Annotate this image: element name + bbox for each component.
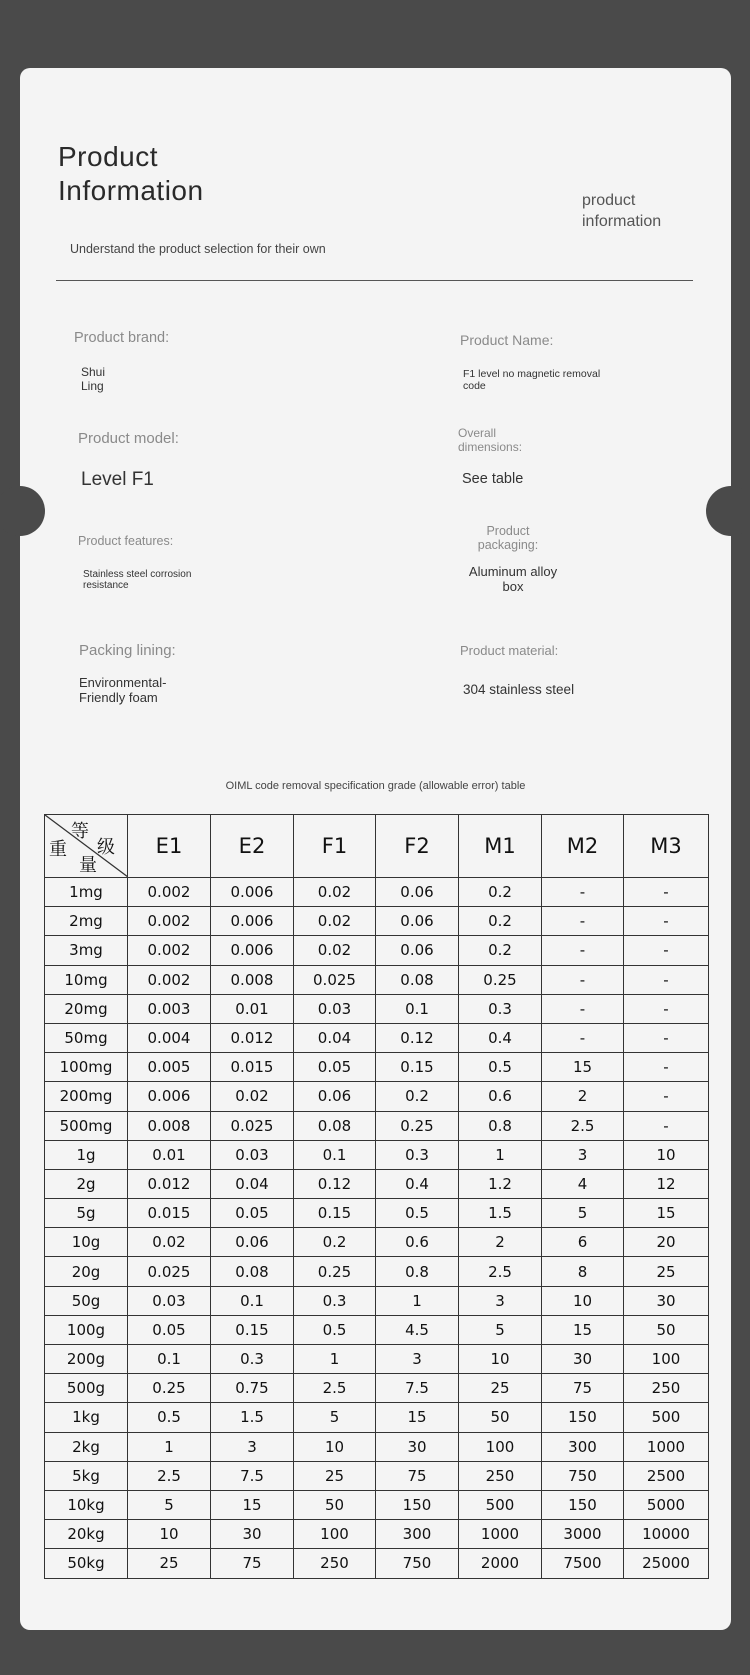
tolerance-cell: 0.02 xyxy=(294,878,376,907)
tolerance-cell: - xyxy=(624,907,709,936)
tolerance-cell: 5 xyxy=(542,1199,624,1228)
page-subtitle: Understand the product selection for their own xyxy=(70,242,326,256)
grade-char-1: 等 xyxy=(71,821,89,842)
tolerance-cell: 0.1 xyxy=(376,994,459,1023)
weight-cell: 5kg xyxy=(45,1461,128,1490)
tolerance-cell: 1.5 xyxy=(211,1403,294,1432)
tolerance-cell: 0.2 xyxy=(459,907,542,936)
tolerance-cell: 0.01 xyxy=(128,1140,211,1169)
tolerance-cell: 0.08 xyxy=(376,965,459,994)
features-value: Stainless steel corrosion resistance xyxy=(83,569,192,591)
tolerance-cell: 2.5 xyxy=(294,1374,376,1403)
tolerance-cell: 12 xyxy=(624,1169,709,1198)
tolerance-cell: 3 xyxy=(542,1140,624,1169)
tolerance-cell: 0.4 xyxy=(376,1169,459,1198)
tolerance-cell: 0.2 xyxy=(294,1228,376,1257)
tolerance-cell: 3 xyxy=(376,1345,459,1374)
tolerance-cell: 500 xyxy=(624,1403,709,1432)
table-caption: OIML code removal specification grade (allowable error) table xyxy=(225,780,526,792)
tolerance-cell: 0.012 xyxy=(128,1169,211,1198)
model-value: Level F1 xyxy=(81,469,154,490)
tolerance-cell: 5 xyxy=(128,1490,211,1519)
tolerance-cell: 10 xyxy=(294,1432,376,1461)
tolerance-cell: 3 xyxy=(459,1286,542,1315)
tolerance-cell: 0.6 xyxy=(459,1082,542,1111)
tolerance-cell: 0.8 xyxy=(459,1111,542,1140)
packaging-value: Aluminum alloy box xyxy=(468,564,558,594)
table-row xyxy=(45,1082,709,1111)
tolerance-cell: 1 xyxy=(294,1345,376,1374)
column-header: E1 xyxy=(128,815,211,878)
table-row xyxy=(45,1111,709,1140)
tolerance-cell: - xyxy=(624,1053,709,1082)
tolerance-cell: 0.06 xyxy=(376,878,459,907)
table-row xyxy=(45,1549,709,1578)
tolerance-cell: - xyxy=(624,936,709,965)
tolerance-cell: 0.05 xyxy=(294,1053,376,1082)
tolerance-cell: 0.8 xyxy=(376,1257,459,1286)
tolerance-cell: 0.002 xyxy=(128,878,211,907)
tolerance-cell: 15 xyxy=(211,1490,294,1519)
tolerance-cell: 0.1 xyxy=(211,1286,294,1315)
tolerance-cell: 0.02 xyxy=(128,1228,211,1257)
tolerance-cell: 2.5 xyxy=(128,1461,211,1490)
table-row xyxy=(45,1520,709,1549)
tolerance-cell: 25000 xyxy=(624,1549,709,1578)
table-row xyxy=(45,907,709,936)
tolerance-cell: 25 xyxy=(459,1374,542,1403)
tolerance-cell: 0.02 xyxy=(294,936,376,965)
weight-cell: 200g xyxy=(45,1345,128,1374)
tolerance-cell: 25 xyxy=(294,1461,376,1490)
tolerance-cell: - xyxy=(624,994,709,1023)
tolerance-cell: 0.06 xyxy=(211,1228,294,1257)
table-header-row xyxy=(45,815,709,878)
card-notch-left xyxy=(0,486,45,536)
table-row xyxy=(45,1169,709,1198)
tolerance-cell: 10 xyxy=(542,1286,624,1315)
name-value: F1 level no magnetic removal code xyxy=(463,368,601,392)
tolerance-cell: 30 xyxy=(624,1286,709,1315)
tolerance-cell: 5 xyxy=(459,1315,542,1344)
tolerance-cell: 6 xyxy=(542,1228,624,1257)
weight-char-1: 重 xyxy=(49,839,67,860)
tolerance-cell: 0.01 xyxy=(211,994,294,1023)
tolerance-cell: 0.025 xyxy=(211,1111,294,1140)
tolerance-cell: 10 xyxy=(459,1345,542,1374)
tolerance-cell: 0.002 xyxy=(128,965,211,994)
tolerance-cell: 0.005 xyxy=(128,1053,211,1082)
table-row xyxy=(45,1228,709,1257)
tolerance-cell: 0.003 xyxy=(128,994,211,1023)
tolerance-cell: 8 xyxy=(542,1257,624,1286)
side-title: product information xyxy=(582,192,662,230)
header-divider xyxy=(56,280,693,281)
tolerance-cell: 0.02 xyxy=(294,907,376,936)
tolerance-cell: 2 xyxy=(542,1082,624,1111)
table-row xyxy=(45,1374,709,1403)
tolerance-cell: 750 xyxy=(376,1549,459,1578)
tolerance-cell: 10 xyxy=(128,1520,211,1549)
grade-char-2: 级 xyxy=(97,837,115,858)
tolerance-cell: 1 xyxy=(459,1140,542,1169)
tolerance-cell: 150 xyxy=(542,1403,624,1432)
tolerance-cell: 7500 xyxy=(542,1549,624,1578)
tolerance-cell: 0.04 xyxy=(294,1023,376,1052)
weight-cell: 200mg xyxy=(45,1082,128,1111)
tolerance-cell: 25 xyxy=(128,1549,211,1578)
tolerance-cell: 0.75 xyxy=(211,1374,294,1403)
table-row xyxy=(45,1053,709,1082)
table-row xyxy=(45,1199,709,1228)
tolerance-cell: 0.5 xyxy=(459,1053,542,1082)
tolerance-cell: - xyxy=(542,878,624,907)
tolerance-cell: 0.12 xyxy=(376,1023,459,1052)
tolerance-cell: 2.5 xyxy=(542,1111,624,1140)
tolerance-cell: - xyxy=(542,994,624,1023)
table-row xyxy=(45,1315,709,1344)
table-row xyxy=(45,1140,709,1169)
tolerance-cell: 0.008 xyxy=(128,1111,211,1140)
table-row xyxy=(45,1403,709,1432)
tolerance-cell: 0.2 xyxy=(376,1082,459,1111)
tolerance-cell: 0.3 xyxy=(211,1345,294,1374)
tolerance-cell: 4.5 xyxy=(376,1315,459,1344)
tolerance-cell: - xyxy=(542,1023,624,1052)
features-label: Product features: xyxy=(78,534,174,548)
table-row xyxy=(45,1257,709,1286)
tolerance-cell: 2 xyxy=(459,1228,542,1257)
tolerance-cell: 25 xyxy=(624,1257,709,1286)
tolerance-cell: 1000 xyxy=(624,1432,709,1461)
tolerance-cell: 30 xyxy=(211,1520,294,1549)
material-label: Product material: xyxy=(460,643,559,658)
tolerance-cell: 0.06 xyxy=(376,936,459,965)
weight-char-2: 量 xyxy=(79,855,97,876)
tolerance-cell: 5 xyxy=(294,1403,376,1432)
weight-cell: 100g xyxy=(45,1315,128,1344)
tolerance-cell: 75 xyxy=(542,1374,624,1403)
tolerance-cell: 10000 xyxy=(624,1520,709,1549)
tolerance-cell: - xyxy=(624,965,709,994)
dimensions-label: Overall dimensions: xyxy=(458,426,523,454)
tolerance-cell: 0.1 xyxy=(294,1140,376,1169)
tolerance-cell: 0.3 xyxy=(459,994,542,1023)
lining-label: Packing lining: xyxy=(79,642,176,659)
tolerance-cell: 0.4 xyxy=(459,1023,542,1052)
column-header: E2 xyxy=(211,815,294,878)
weight-cell: 20kg xyxy=(45,1520,128,1549)
material-value: 304 stainless steel xyxy=(463,682,575,697)
tolerance-cell: 2500 xyxy=(624,1461,709,1490)
brand-value: Shui Ling xyxy=(81,365,106,393)
table-row xyxy=(45,878,709,907)
tolerance-cell: 0.25 xyxy=(376,1111,459,1140)
tolerance-cell: 300 xyxy=(376,1520,459,1549)
tolerance-cell: 0.002 xyxy=(128,936,211,965)
tolerance-cell: 75 xyxy=(376,1461,459,1490)
tolerance-cell: 0.06 xyxy=(376,907,459,936)
tolerance-cell: 1.2 xyxy=(459,1169,542,1198)
tolerance-cell: 2.5 xyxy=(459,1257,542,1286)
tolerance-cell: 150 xyxy=(542,1490,624,1519)
table-row xyxy=(45,1461,709,1490)
tolerance-cell: 0.08 xyxy=(211,1257,294,1286)
tolerance-cell: 250 xyxy=(624,1374,709,1403)
tolerance-cell: 15 xyxy=(624,1199,709,1228)
tolerance-cell: 0.006 xyxy=(211,936,294,965)
weight-cell: 10g xyxy=(45,1228,128,1257)
tolerance-cell: 0.02 xyxy=(211,1082,294,1111)
tolerance-cell: 0.025 xyxy=(294,965,376,994)
card-notch-right xyxy=(706,486,750,536)
tolerance-cell: - xyxy=(542,965,624,994)
tolerance-cell: 0.25 xyxy=(294,1257,376,1286)
weight-cell: 2g xyxy=(45,1169,128,1198)
table-row xyxy=(45,1345,709,1374)
tolerance-cell: 0.06 xyxy=(294,1082,376,1111)
packaging-label: Product packaging: xyxy=(477,524,539,552)
tolerance-cell: 5000 xyxy=(624,1490,709,1519)
tolerance-cell: 30 xyxy=(376,1432,459,1461)
tolerance-cell: 4 xyxy=(542,1169,624,1198)
tolerance-cell: 15 xyxy=(542,1053,624,1082)
corner-header-cell xyxy=(45,815,128,878)
tolerance-cell: 0.006 xyxy=(128,1082,211,1111)
weight-cell: 500mg xyxy=(45,1111,128,1140)
weight-cell: 2mg xyxy=(45,907,128,936)
tolerance-cell: 50 xyxy=(624,1315,709,1344)
weight-cell: 100mg xyxy=(45,1053,128,1082)
weight-cell: 5g xyxy=(45,1199,128,1228)
table-row xyxy=(45,1432,709,1461)
table-row xyxy=(45,965,709,994)
tolerance-cell: 0.006 xyxy=(211,878,294,907)
tolerance-cell: 0.012 xyxy=(211,1023,294,1052)
tolerance-cell: 0.04 xyxy=(211,1169,294,1198)
tolerance-cell: 2000 xyxy=(459,1549,542,1578)
weight-cell: 20g xyxy=(45,1257,128,1286)
tolerance-cell: - xyxy=(624,1023,709,1052)
tolerance-cell: 1.5 xyxy=(459,1199,542,1228)
tolerance-cell: - xyxy=(624,878,709,907)
tolerance-cell: 0.15 xyxy=(294,1199,376,1228)
weight-cell: 3mg xyxy=(45,936,128,965)
tolerance-cell: 3 xyxy=(211,1432,294,1461)
tolerance-cell: 15 xyxy=(376,1403,459,1432)
table-row xyxy=(45,994,709,1023)
tolerance-cell: - xyxy=(542,936,624,965)
tolerance-cell: 20 xyxy=(624,1228,709,1257)
tolerance-cell: 50 xyxy=(294,1490,376,1519)
tolerance-cell: 75 xyxy=(211,1549,294,1578)
product-info-card xyxy=(20,68,731,1630)
weight-cell: 50kg xyxy=(45,1549,128,1578)
tolerance-cell: 1000 xyxy=(459,1520,542,1549)
weight-cell: 1g xyxy=(45,1140,128,1169)
tolerance-cell: 250 xyxy=(294,1549,376,1578)
table-row xyxy=(45,1490,709,1519)
weight-cell: 1kg xyxy=(45,1403,128,1432)
tolerance-cell: 0.3 xyxy=(376,1140,459,1169)
tolerance-cell: 0.2 xyxy=(459,936,542,965)
tolerance-cell: 1 xyxy=(376,1286,459,1315)
tolerance-cell: 0.004 xyxy=(128,1023,211,1052)
tolerance-cell: 0.25 xyxy=(128,1374,211,1403)
tolerance-cell: 0.002 xyxy=(128,907,211,936)
brand-label: Product brand: xyxy=(74,330,170,346)
tolerance-cell: 0.015 xyxy=(211,1053,294,1082)
tolerance-cell: 500 xyxy=(459,1490,542,1519)
tolerance-cell: 0.03 xyxy=(294,994,376,1023)
tolerance-cell: 50 xyxy=(459,1403,542,1432)
tolerance-cell: 0.08 xyxy=(294,1111,376,1140)
name-label: Product Name: xyxy=(460,332,554,348)
tolerance-cell: 1 xyxy=(128,1432,211,1461)
column-header: M3 xyxy=(624,815,709,878)
tolerance-cell: 0.008 xyxy=(211,965,294,994)
table-row xyxy=(45,1023,709,1052)
page-title: Product Information xyxy=(58,141,204,206)
tolerance-cell: 0.15 xyxy=(211,1315,294,1344)
tolerance-cell: 0.3 xyxy=(294,1286,376,1315)
table-row xyxy=(45,1286,709,1315)
tolerance-cell: 0.006 xyxy=(211,907,294,936)
weight-cell: 20mg xyxy=(45,994,128,1023)
dimensions-value: See table xyxy=(462,471,524,487)
tolerance-cell: 0.5 xyxy=(294,1315,376,1344)
tolerance-cell: 0.6 xyxy=(376,1228,459,1257)
tolerance-cell: 0.15 xyxy=(376,1053,459,1082)
column-header: M1 xyxy=(459,815,542,878)
table-row xyxy=(45,936,709,965)
tolerance-cell: 7.5 xyxy=(211,1461,294,1490)
tolerance-cell: 100 xyxy=(624,1345,709,1374)
weight-cell: 50mg xyxy=(45,1023,128,1052)
column-header: M2 xyxy=(542,815,624,878)
weight-cell: 10kg xyxy=(45,1490,128,1519)
lining-value: Environmental-Friendly foam xyxy=(79,675,167,705)
tolerance-cell: 0.015 xyxy=(128,1199,211,1228)
tolerance-cell: 0.1 xyxy=(128,1345,211,1374)
tolerance-cell: - xyxy=(624,1082,709,1111)
tolerance-cell: 750 xyxy=(542,1461,624,1490)
tolerance-cell: 100 xyxy=(459,1432,542,1461)
tolerance-cell: 0.5 xyxy=(376,1199,459,1228)
weight-cell: 1mg xyxy=(45,878,128,907)
tolerance-cell: 0.05 xyxy=(128,1315,211,1344)
tolerance-cell: 30 xyxy=(542,1345,624,1374)
weight-cell: 10mg xyxy=(45,965,128,994)
tolerance-cell: 0.03 xyxy=(211,1140,294,1169)
tolerance-cell: 0.03 xyxy=(128,1286,211,1315)
weight-cell: 500g xyxy=(45,1374,128,1403)
tolerance-cell: - xyxy=(624,1111,709,1140)
tolerance-cell: 0.2 xyxy=(459,878,542,907)
model-label: Product model: xyxy=(78,430,179,447)
tolerance-cell: 0.5 xyxy=(128,1403,211,1432)
tolerance-cell: 100 xyxy=(294,1520,376,1549)
tolerance-cell: 0.25 xyxy=(459,965,542,994)
tolerance-cell: - xyxy=(542,907,624,936)
tolerance-cell: 0.05 xyxy=(211,1199,294,1228)
tolerance-cell: 15 xyxy=(542,1315,624,1344)
tolerance-cell: 150 xyxy=(376,1490,459,1519)
oiml-spec-table xyxy=(44,814,709,1579)
tolerance-cell: 0.025 xyxy=(128,1257,211,1286)
weight-cell: 50g xyxy=(45,1286,128,1315)
column-header: F2 xyxy=(376,815,459,878)
tolerance-cell: 300 xyxy=(542,1432,624,1461)
tolerance-cell: 10 xyxy=(624,1140,709,1169)
tolerance-cell: 0.12 xyxy=(294,1169,376,1198)
tolerance-cell: 250 xyxy=(459,1461,542,1490)
column-header: F1 xyxy=(294,815,376,878)
tolerance-cell: 3000 xyxy=(542,1520,624,1549)
tolerance-cell: 7.5 xyxy=(376,1374,459,1403)
weight-cell: 2kg xyxy=(45,1432,128,1461)
